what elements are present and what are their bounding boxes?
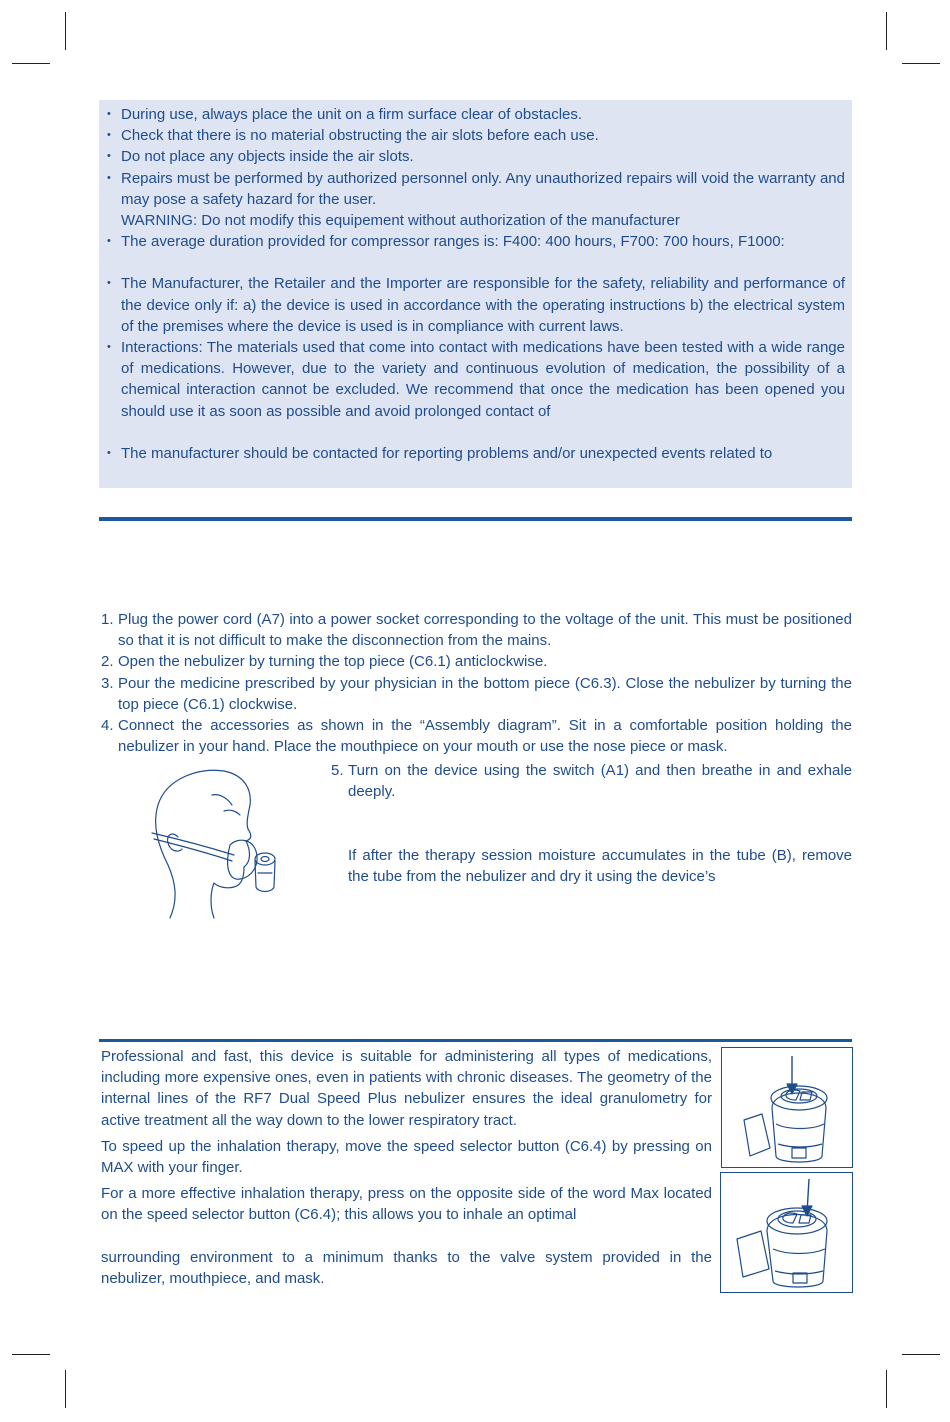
warning-item (107, 168, 845, 232)
nebulizer-max-figure (721, 1047, 853, 1168)
face-mask-illustration (148, 765, 280, 920)
warning-item: • Do not place any objects inside the air slots. (107, 146, 845, 167)
after-therapy-paragraph: If after the therapy session moisture accumulates in the tube (B), remove the tube from the nebulizer and dry it using the device’s (348, 847, 852, 886)
step-text: Open the nebulizer by turning the top piece (C6.1) anticlockwise. (118, 653, 548, 671)
step-number: 2. (101, 653, 114, 671)
crop-mark (902, 63, 940, 64)
crop-mark (65, 12, 66, 50)
warning-item: • The average duration provided for compressor ranges is: F400: 400 hours, F700: 700 hours, F1000: (107, 231, 845, 252)
description-paragraph: Professional and fast, this device is suitable for administering all types of medications, including more expensive ones, even in patients with chronic diseases. The geometry of the internal lines of the RF7 Dual Speed Plus nebulizer ensures the ideal granulometry for active treatment all the way down to the lower respiratory tract. (101, 1048, 712, 1129)
crop-mark (12, 1354, 50, 1355)
description-paragraph: surrounding environment to a minimum thanks to the valve system provided in the nebulizer, mouthpiece, and mask. (101, 1248, 712, 1287)
warnings-list (107, 104, 845, 464)
nebulizer-min-figure (720, 1172, 853, 1293)
step-item-5 (331, 760, 852, 802)
description-paragraph: To speed up the inhalation therapy, move the speed selector button (C6.4) by pressing on MAX with your finger. (101, 1137, 712, 1177)
warning-item: • The Manufacturer, the Retailer and the Importer are responsible for the safety, reliability and performance of the device only if: a) the device is used in accordance with the operating instructions b) the electrical system of the premises where the device is used is in compliance with current laws. (107, 273, 845, 337)
nebulizer-max-illustration (722, 1048, 852, 1167)
step-number: 5. (331, 762, 344, 779)
warning-modify-note: WARNING: Do not modify this equipement without authorization of the manufacturer (121, 212, 680, 230)
step-text: Turn on the device using the switch (A1) and then breathe in and exhale deeply. (348, 762, 852, 801)
warning-item: • Check that there is no material obstructing the air slots before each use. (107, 125, 845, 146)
crop-mark (886, 12, 887, 50)
nebulizer-description (101, 1046, 712, 1294)
crop-mark (65, 1370, 66, 1408)
section-rule (99, 1039, 852, 1042)
step-item (101, 609, 852, 651)
step-item (101, 673, 852, 715)
step-text: Connect the accessories as shown in the “Assembly diagram”. Sit in a comfortable position holding the nebulizer in your hand. Place the mouthpiece on your mouth or use the nose piece or mask. (118, 717, 852, 756)
step-number: 4. (101, 717, 114, 735)
step-number: 1. (101, 611, 114, 628)
step-item (101, 651, 852, 672)
section-rule (99, 517, 852, 521)
warning-item: • The manufacturer should be contacted for reporting problems and/or unexpected events related to (107, 443, 845, 464)
step-text: Plug the power cord (A7) into a power socket corresponding to the voltage of the unit. This must be positioned so that it is not difficult to make the disconnection from the mains. (118, 611, 852, 650)
warnings-box (99, 100, 852, 488)
warning-text: Repairs must be performed by authorized personnel only. Any unauthorized repairs will void the warranty and may pose a safety hazard for the user. (121, 169, 845, 208)
step-text: Pour the medicine prescribed by your physician in the bottom piece (C6.3). Close the nebulizer by turning the top piece (C6.1) clockwise. (118, 674, 852, 713)
step-number: 3. (101, 674, 114, 692)
warning-item: • During use, always place the unit on a firm surface clear of obstacles. (107, 104, 845, 125)
usage-steps (101, 609, 852, 757)
nebulizer-min-illustration (721, 1173, 852, 1292)
crop-mark (886, 1370, 887, 1408)
warning-item: • Interactions: The materials used that come into contact with medications have been tested with a wide range of medications. However, due to the variety and continuous evolution of medication, the possibility of a chemical interaction cannot be excluded. We recommend that once the medication has been opened you should use it as soon as possible and avoid prolonged contact of (107, 337, 845, 422)
description-paragraph: For a more effective inhalation therapy, press on the opposite side of the word Max located on the speed selector button (C6.4); this allows you to inhale an optimal (101, 1185, 712, 1224)
crop-mark (12, 63, 50, 64)
crop-mark (902, 1354, 940, 1355)
step-item (101, 715, 852, 757)
